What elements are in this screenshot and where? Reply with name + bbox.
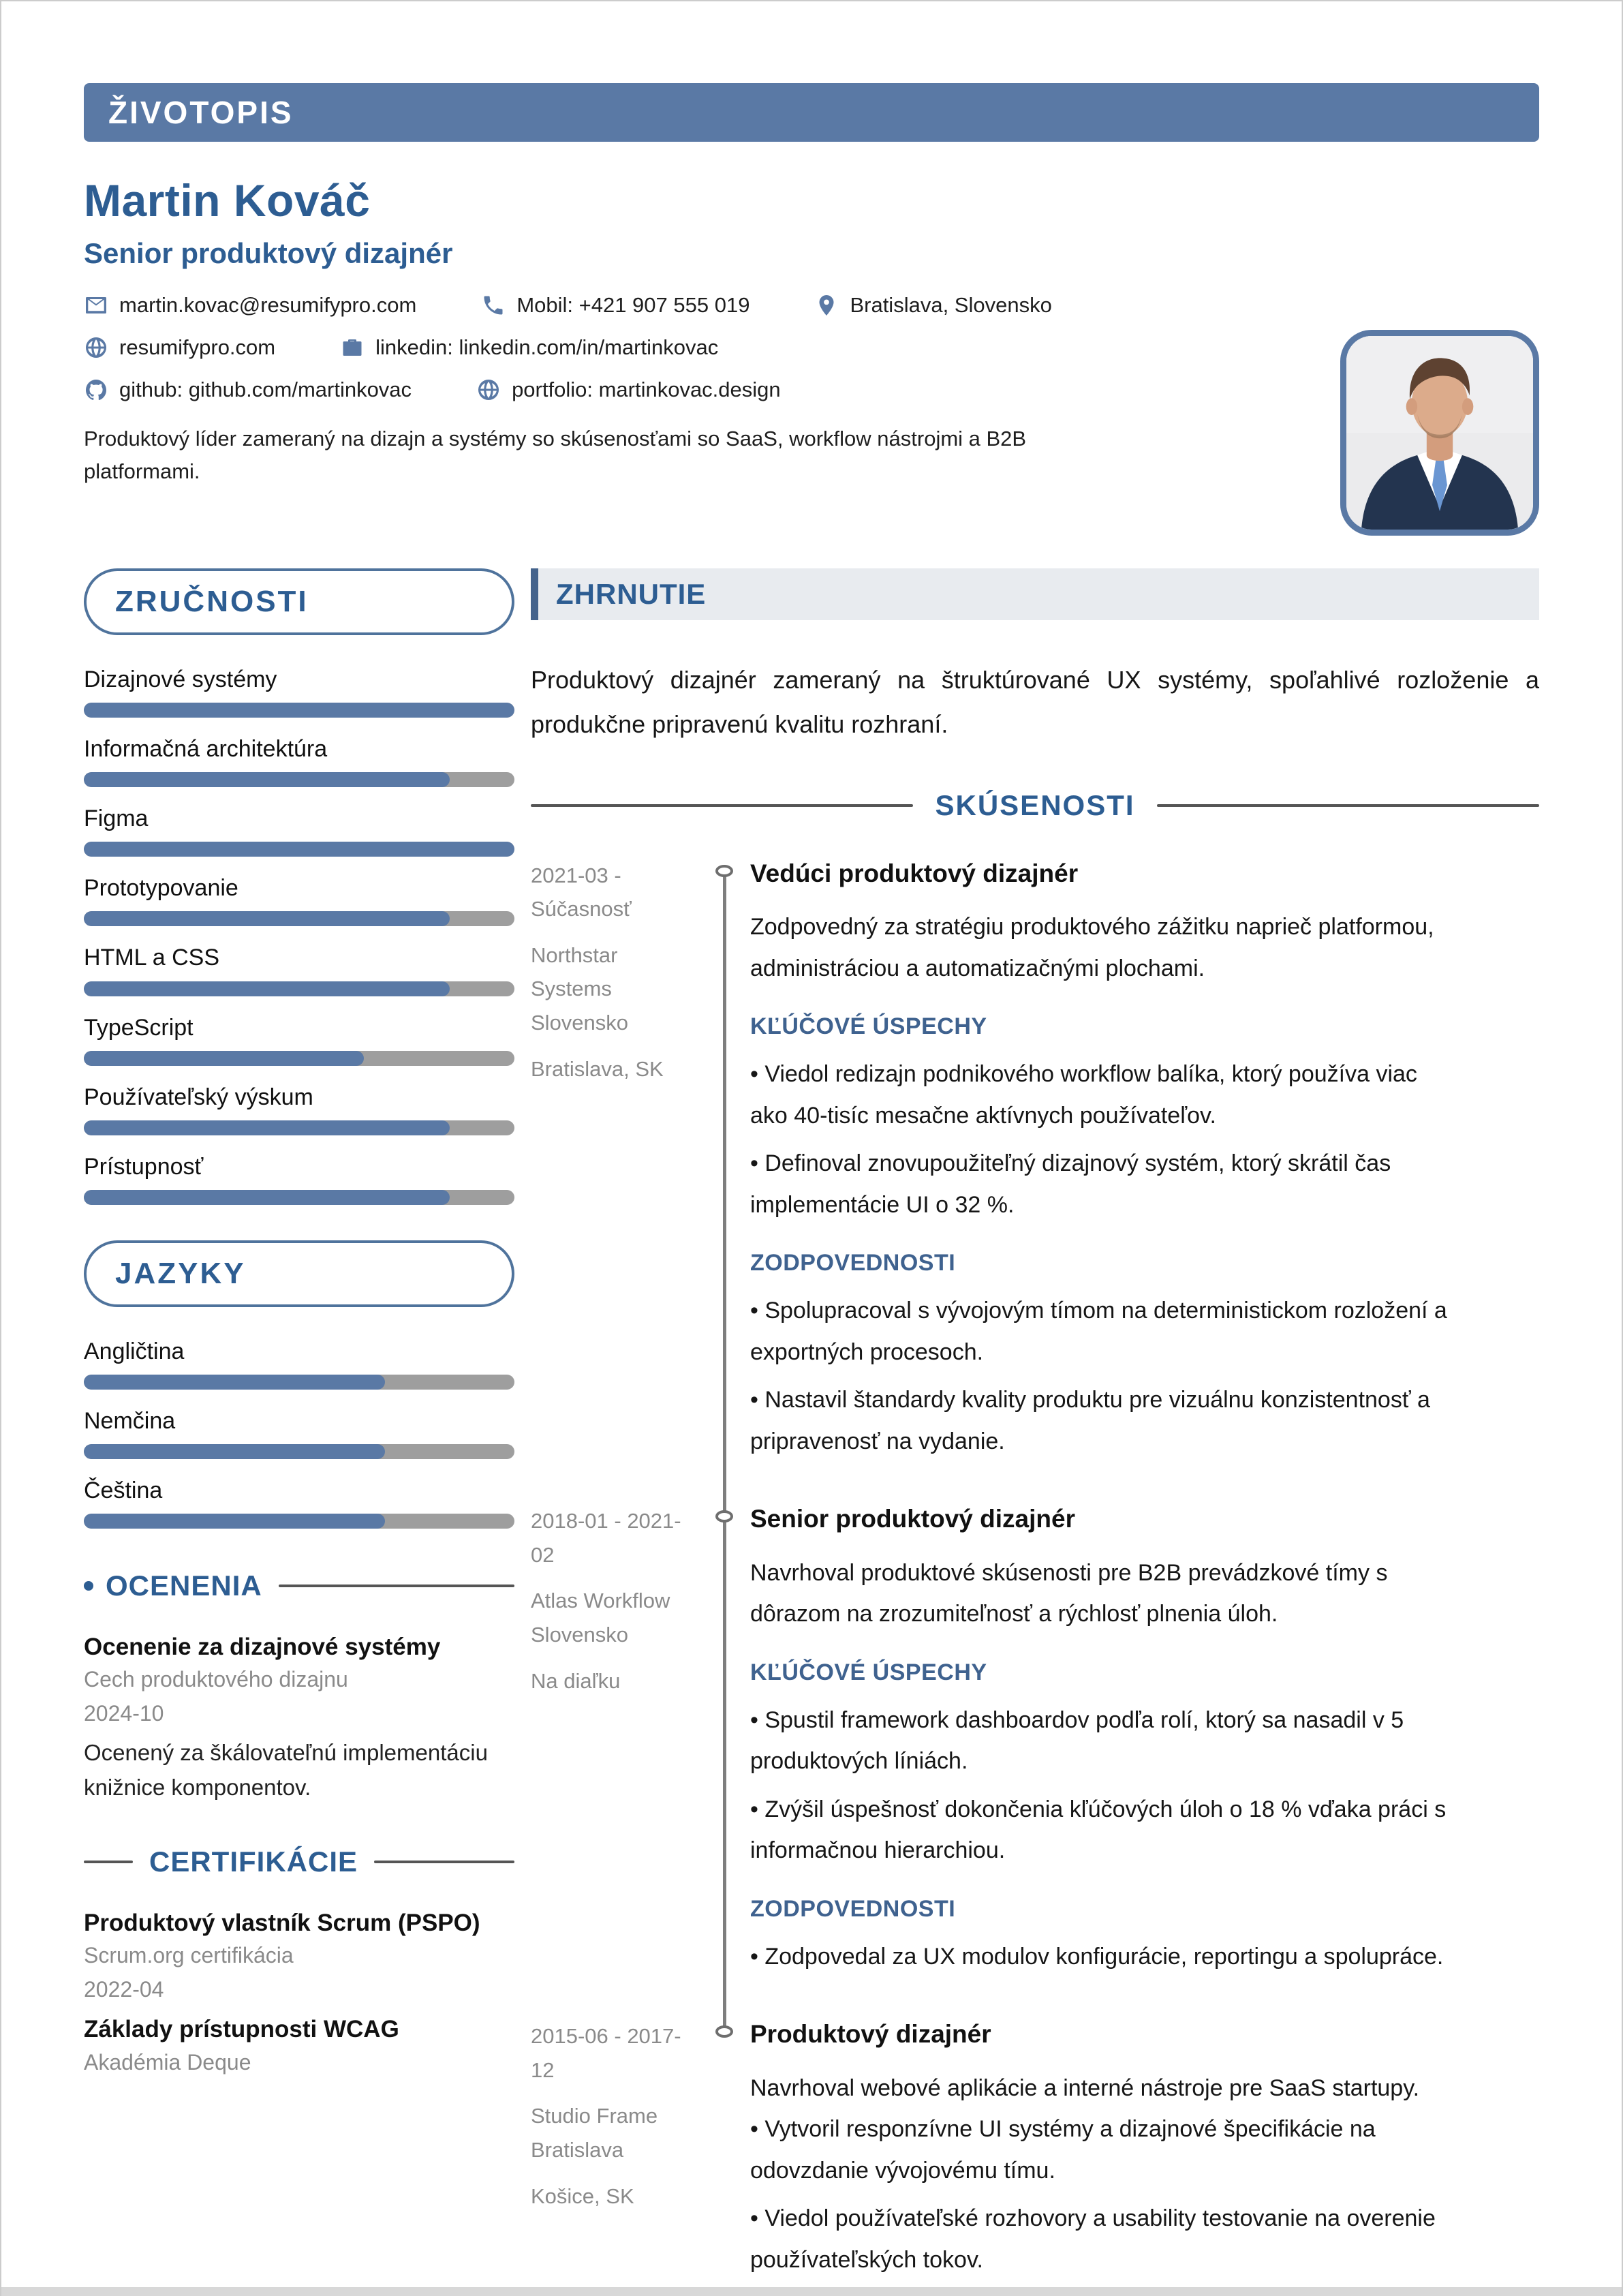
certifications-rule-right	[374, 1861, 514, 1863]
language-bar-fill	[84, 1375, 385, 1390]
certifications-section	[84, 1846, 514, 2079]
certifications-list	[84, 1907, 514, 2079]
content-columns	[84, 568, 1539, 2287]
person-name: Martin Kováč	[84, 175, 371, 226]
job-role: Senior produktový dizajnér	[84, 237, 453, 269]
certification-org: Scrum.org certifikácia	[84, 1943, 294, 1968]
job-title: Produktový dizajnér	[750, 2020, 991, 2049]
job-bullet: • Viedol používateľské rozhovory a usability testovanie na overenie používateľských tokov.	[750, 2205, 1436, 2273]
skill-bar-track	[84, 911, 514, 926]
achievements-label: KĽÚČOVÉ ÚSPECHY	[750, 1659, 987, 1685]
tagline: Produktový líder zameraný na dizajn a systémy so skúsenosťami so SaaS, workflow nástrojmi a B2B platformami.	[84, 427, 1027, 484]
contact-text: portfolio: martinkovac.design	[512, 378, 781, 401]
awards-title: OCENENIA	[106, 1570, 262, 1602]
skill-bar-fill	[84, 703, 514, 718]
contact-text: Bratislava, Slovensko	[850, 293, 1052, 317]
certification-title: Základy prístupnosti WCAG	[84, 2016, 399, 2043]
job-timeline	[708, 2019, 750, 2287]
job-date-range: 2015-06 - 2017-12	[531, 2024, 681, 2082]
award-org: Cech produktového dizajnu	[84, 1667, 348, 1692]
contact-text: linkedin: linkedin.com/in/martinkovac	[375, 335, 719, 359]
skill-bar-fill	[84, 1120, 450, 1135]
skill-item	[84, 667, 514, 718]
skill-label: Prototypovanie	[84, 875, 238, 902]
profile-photo-image	[1346, 336, 1533, 530]
job-company: Atlas Workflow Slovensko	[531, 1589, 670, 1647]
skill-bar-fill	[84, 842, 514, 857]
certification-title: Produktový vlastník Scrum (PSPO)	[84, 1909, 480, 1936]
job-content	[750, 2019, 1539, 2287]
achievement-bullet: • Definoval znovupoužiteľný dizajnový systém, ktorý skrátil čas implementácie UI o 32 %.	[750, 1150, 1391, 1218]
experience-entry	[531, 859, 1539, 1469]
contact-item	[814, 293, 1051, 318]
experience-section-header	[531, 789, 1539, 822]
github-icon	[84, 378, 108, 402]
contact-text: github: github.com/martinkovac	[119, 378, 412, 401]
skill-bar-track	[84, 981, 514, 996]
skill-label: Prístupnosť	[84, 1153, 204, 1180]
job-location: Košice, SK	[531, 2184, 634, 2208]
achievement-bullet: • Zvýšil úspešnosť dokončenia kľúčových úloh o 18 % vďaka práci s informačnou hierarchiou.	[750, 1796, 1447, 1864]
job-meta	[531, 859, 708, 1469]
job-meta	[531, 1504, 708, 1984]
language-label: Čeština	[84, 1478, 163, 1504]
languages-list	[84, 1338, 514, 1529]
skill-bar-fill	[84, 772, 450, 787]
award-title: Ocenenie za dizajnové systémy	[84, 1634, 441, 1661]
timeline-line	[723, 871, 726, 1505]
job-location: Na diaľku	[531, 1668, 621, 1693]
achievement-bullet: • Viedol redizajn podnikového workflow balíka, ktorý používa viac ako 40-tisíc mesačne aktívnych používateľov.	[750, 1061, 1417, 1129]
certification-entry	[84, 1907, 514, 2006]
job-content	[750, 859, 1539, 1469]
timeline-dot-icon	[715, 1510, 733, 1522]
globe-icon	[84, 335, 108, 360]
certification-date: 2022-04	[84, 1976, 164, 2002]
contact-row	[84, 293, 1539, 318]
bullet-dot-icon	[84, 1581, 93, 1591]
skill-label: Používateľský výskum	[84, 1084, 313, 1110]
contact-row	[84, 378, 1539, 402]
email-icon	[84, 293, 108, 318]
achievement-bullet: • Spustil framework dashboardov podľa rolí, ktorý sa nasadil v 5 produktových líniách.	[750, 1706, 1404, 1775]
languages-title: JAZYKY	[115, 1256, 246, 1290]
skill-bar-fill	[84, 981, 450, 996]
skill-item	[84, 806, 514, 857]
skill-item	[84, 1154, 514, 1205]
skill-bar-fill	[84, 911, 450, 926]
certifications-rule-left	[84, 1861, 133, 1863]
awards-rule	[279, 1585, 514, 1587]
skill-label: HTML a CSS	[84, 945, 220, 971]
skill-item	[84, 736, 514, 787]
job-title: Vedúci produktový dizajnér	[750, 859, 1079, 887]
timeline-dot-icon	[715, 865, 733, 877]
profile-photo	[1340, 330, 1539, 536]
job-content	[750, 1504, 1539, 1984]
experience-rule-right	[1157, 804, 1539, 807]
skill-bar-track	[84, 1120, 514, 1135]
experience-title: SKÚSENOSTI	[935, 789, 1135, 821]
responsibilities-label: ZODPOVEDNOSTI	[750, 1895, 956, 1922]
contact-item	[84, 293, 416, 318]
language-bar-fill	[84, 1444, 385, 1459]
language-label: Nemčina	[84, 1407, 176, 1434]
skills-section-header	[84, 568, 514, 635]
contact-row	[84, 335, 1539, 360]
job-description: Navrhoval produktové skúsenosti pre B2B prevádzkové tímy s dôrazom na zrozumiteľnosť a rýchlosť plnenia úloh.	[750, 1559, 1388, 1627]
skill-label: Dizajnové systémy	[84, 667, 277, 693]
contact-item	[476, 378, 781, 402]
contact-list	[84, 293, 1539, 402]
timeline-line	[723, 1984, 726, 2032]
job-timeline	[708, 1504, 750, 1984]
language-item	[84, 1478, 514, 1529]
job-meta	[531, 2019, 708, 2287]
language-bar-track	[84, 1514, 514, 1529]
skill-bar-track	[84, 703, 514, 718]
experience-entry	[531, 1504, 1539, 1984]
award-entry	[84, 1631, 514, 1805]
experience-entry	[531, 2019, 1539, 2287]
summary-title: ZHRNUTIE	[556, 578, 707, 611]
contact-text: martin.kovac@resumifypro.com	[119, 293, 417, 317]
skill-item	[84, 1015, 514, 1066]
award-date: 2024-10	[84, 1700, 164, 1726]
certifications-section-header	[84, 1846, 514, 1878]
skill-label: Figma	[84, 806, 149, 832]
phone-icon	[481, 293, 506, 318]
skill-label: Informačná architektúra	[84, 736, 328, 763]
contact-item	[84, 378, 412, 402]
job-title: Senior produktový dizajnér	[750, 1505, 1075, 1533]
certification-org: Akadémia Deque	[84, 2049, 251, 2075]
document-title: ŽIVOTOPIS	[108, 95, 294, 130]
skills-list	[84, 667, 514, 1205]
job-timeline	[708, 859, 750, 1469]
job-date-range: 2018-01 - 2021-02	[531, 1509, 681, 1567]
awards-section	[84, 1570, 514, 1805]
location-icon	[814, 293, 839, 318]
job-company: Studio Frame Bratislava	[531, 2104, 658, 2162]
job-company: Northstar Systems Slovensko	[531, 943, 629, 1035]
linkedin-icon	[340, 335, 365, 360]
skill-bar-track	[84, 1051, 514, 1066]
skill-item	[84, 875, 514, 926]
language-label: Angličtina	[84, 1338, 185, 1364]
contact-item	[481, 293, 749, 318]
contact-item	[84, 335, 275, 360]
summary-section-header	[531, 568, 1539, 620]
timeline-line	[723, 1469, 726, 2019]
skill-item	[84, 945, 514, 996]
awards-list	[84, 1631, 514, 1805]
skill-bar-fill	[84, 1190, 450, 1205]
experience-rule-left	[531, 804, 913, 807]
language-bar-track	[84, 1375, 514, 1390]
certifications-title: CERTIFIKÁCIE	[149, 1845, 358, 1878]
languages-section-header	[84, 1240, 514, 1307]
job-bullet: • Vytvoril responzívne UI systémy a dizajnové špecifikácie na odovzdanie vývojovému tímu.	[750, 2116, 1376, 2184]
languages-section	[84, 1240, 514, 1529]
job-location: Bratislava, SK	[531, 1056, 664, 1081]
language-bar-track	[84, 1444, 514, 1459]
responsibility-bullet: • Nastavil štandardy kvality produktu pre vizuálnu konzistentnosť a pripravenosť na vydanie.	[750, 1387, 1430, 1454]
page-bottom-edge	[1, 2287, 1622, 2296]
skill-item	[84, 1084, 514, 1135]
language-bar-fill	[84, 1514, 385, 1529]
award-description: Ocenený za škálovateľnú implementáciu knižnice komponentov.	[84, 1739, 488, 1800]
job-date-range: 2021-03 - Súčasnosť	[531, 863, 632, 921]
skill-bar-track	[84, 842, 514, 857]
skill-bar-track	[84, 1190, 514, 1205]
experience-list	[531, 859, 1539, 2288]
globe-icon	[476, 378, 501, 402]
achievements-label: KĽÚČOVÉ ÚSPECHY	[750, 1013, 987, 1040]
header	[84, 174, 1539, 488]
summary-text: Produktový dizajnér zameraný na štruktúrované UX systémy, spoľahlivé rozloženie a produkčne pripravenú kvalitu rozhraní.	[531, 666, 1539, 738]
job-description: Zodpovedný za stratégiu produktového zážitku naprieč platformou, administráciou a automatizačnými plochami.	[750, 914, 1434, 981]
responsibility-bullet: • Zodpovedal za UX modulov konfigurácie, reportingu a spolupráce.	[750, 1943, 1444, 1970]
main-column	[531, 568, 1539, 2287]
timeline-dot-icon	[715, 2025, 733, 2038]
contact-text: Mobil: +421 907 555 019	[516, 293, 750, 317]
skill-bar-track	[84, 772, 514, 787]
language-item	[84, 1408, 514, 1459]
contact-item	[340, 335, 718, 360]
responsibilities-label: ZODPOVEDNOSTI	[750, 1250, 956, 1276]
responsibility-bullet: • Spolupracoval s vývojovým tímom na deterministickom rozložení a exportných procesoch.	[750, 1298, 1447, 1365]
skill-bar-fill	[84, 1051, 364, 1066]
contact-text: resumifypro.com	[119, 335, 276, 359]
document-title-bar	[84, 83, 1539, 142]
skill-label: TypeScript	[84, 1014, 194, 1041]
sidebar	[84, 568, 514, 2086]
job-description: Navrhoval webové aplikácie a interné nástroje pre SaaS startupy.	[750, 2075, 1420, 2101]
language-item	[84, 1338, 514, 1390]
certification-entry	[84, 2013, 514, 2079]
awards-section-header	[84, 1570, 514, 1602]
skills-title: ZRUČNOSTI	[115, 585, 309, 619]
